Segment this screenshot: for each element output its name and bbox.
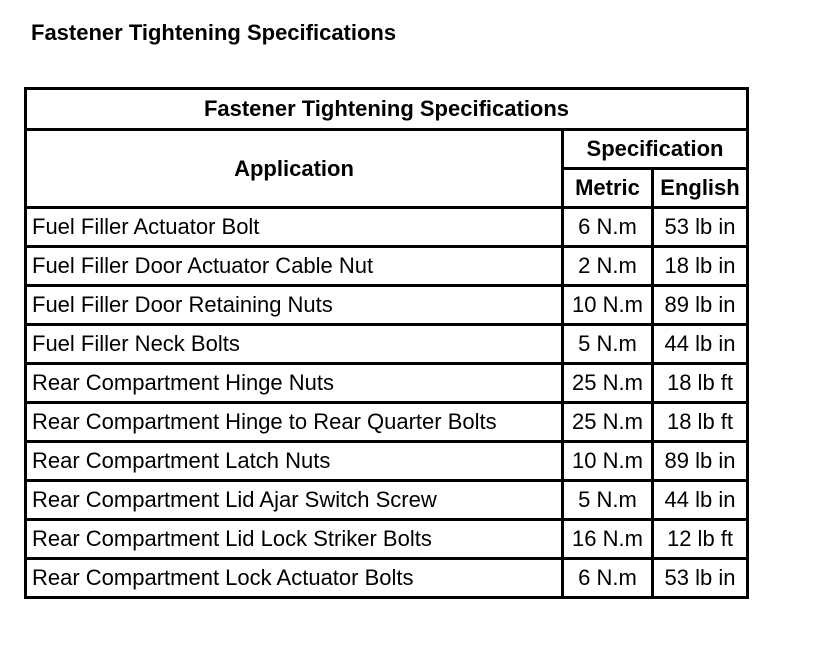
table-row bbox=[26, 325, 748, 364]
english-cell: 53 lb in bbox=[653, 208, 748, 247]
metric-cell: 5 N.m bbox=[563, 325, 653, 364]
english-cell: 12 lb ft bbox=[653, 520, 748, 559]
metric-cell: 5 N.m bbox=[563, 481, 653, 520]
english-cell: 18 lb ft bbox=[653, 364, 748, 403]
english-cell: 53 lb in bbox=[653, 559, 748, 598]
metric-cell: 10 N.m bbox=[563, 286, 653, 325]
application-cell: Rear Compartment Lid Lock Striker Bolts bbox=[26, 520, 563, 559]
table-row bbox=[26, 442, 748, 481]
application-cell: Fuel Filler Actuator Bolt bbox=[26, 208, 563, 247]
application-cell: Rear Compartment Latch Nuts bbox=[26, 442, 563, 481]
specification-header: Specification bbox=[563, 130, 748, 169]
metric-header: Metric bbox=[563, 169, 653, 208]
application-cell: Fuel Filler Door Actuator Cable Nut bbox=[26, 247, 563, 286]
table-row bbox=[26, 247, 748, 286]
english-cell: 44 lb in bbox=[653, 325, 748, 364]
metric-cell: 25 N.m bbox=[563, 403, 653, 442]
metric-cell: 25 N.m bbox=[563, 364, 653, 403]
application-cell: Rear Compartment Hinge Nuts bbox=[26, 364, 563, 403]
application-cell: Rear Compartment Lock Actuator Bolts bbox=[26, 559, 563, 598]
english-cell: 44 lb in bbox=[653, 481, 748, 520]
table-row bbox=[26, 403, 748, 442]
table-title: Fastener Tightening Specifications bbox=[26, 89, 748, 130]
fastener-spec-table bbox=[24, 87, 749, 599]
table-row bbox=[26, 520, 748, 559]
table-row bbox=[26, 208, 748, 247]
table-title-row bbox=[26, 89, 748, 130]
table-header-row bbox=[26, 130, 748, 169]
metric-cell: 6 N.m bbox=[563, 559, 653, 598]
table-body bbox=[26, 208, 748, 598]
table-row bbox=[26, 286, 748, 325]
application-cell: Fuel Filler Neck Bolts bbox=[26, 325, 563, 364]
application-header: Application bbox=[26, 130, 563, 208]
application-cell: Fuel Filler Door Retaining Nuts bbox=[26, 286, 563, 325]
metric-cell: 16 N.m bbox=[563, 520, 653, 559]
english-cell: 89 lb in bbox=[653, 442, 748, 481]
application-cell: Rear Compartment Hinge to Rear Quarter Bolts bbox=[26, 403, 563, 442]
metric-cell: 6 N.m bbox=[563, 208, 653, 247]
metric-cell: 2 N.m bbox=[563, 247, 653, 286]
metric-cell: 10 N.m bbox=[563, 442, 653, 481]
application-cell: Rear Compartment Lid Ajar Switch Screw bbox=[26, 481, 563, 520]
english-cell: 18 lb in bbox=[653, 247, 748, 286]
table-row bbox=[26, 364, 748, 403]
english-cell: 89 lb in bbox=[653, 286, 748, 325]
english-header: English bbox=[653, 169, 748, 208]
table-row bbox=[26, 481, 748, 520]
page-heading: Fastener Tightening Specifications bbox=[31, 20, 397, 45]
english-cell: 18 lb ft bbox=[653, 403, 748, 442]
table-row bbox=[26, 559, 748, 598]
